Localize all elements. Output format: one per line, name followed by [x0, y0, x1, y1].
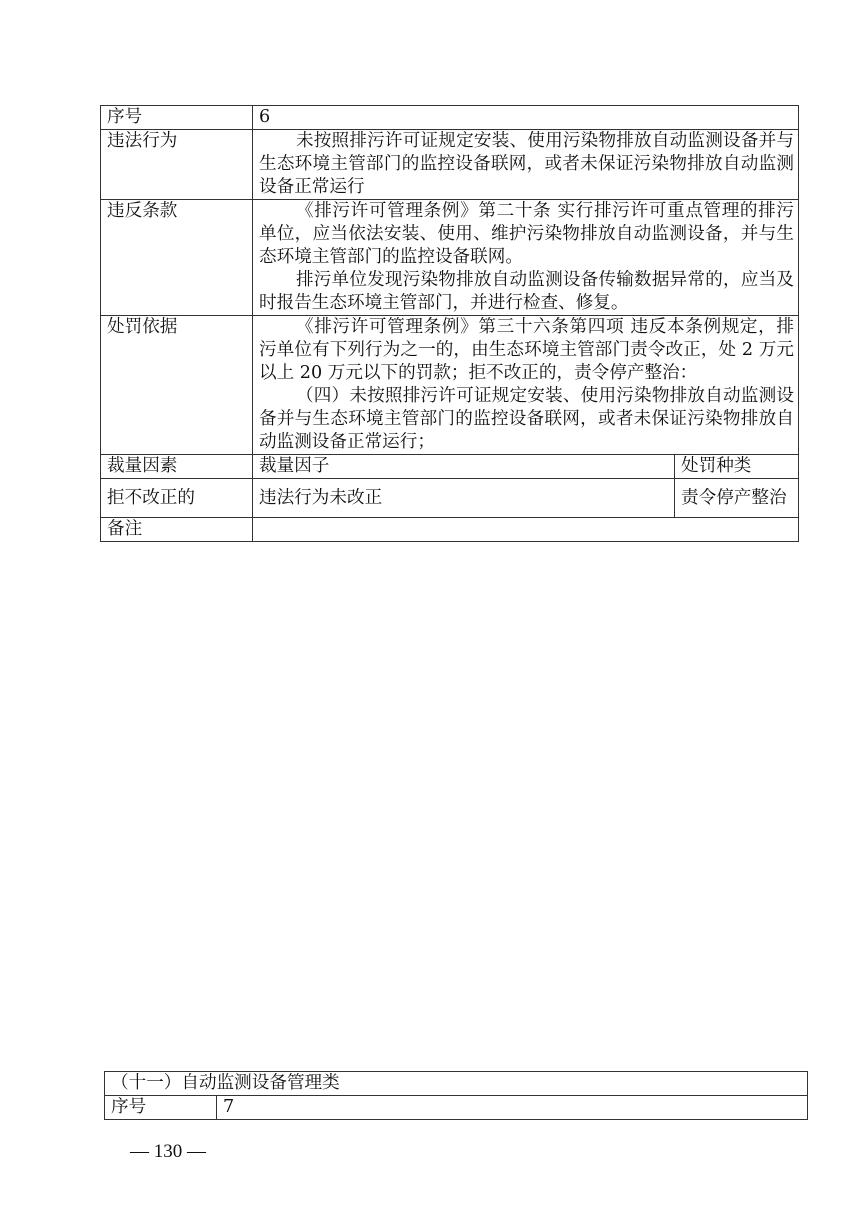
table-row: [105, 1096, 808, 1120]
serial-value: 7: [217, 1096, 808, 1120]
factor-sub-header: 裁量因子: [253, 455, 675, 479]
clause-text: 排污单位发现污染物排放自动监测设备传输数据异常的，应当及时报告生态环境主管部门，并进行检查、修复。: [259, 270, 795, 313]
factor: 拒不改正的: [101, 479, 253, 518]
remark-label: 备注: [101, 518, 253, 542]
clause-text: 《排污许可管理条例》第二十条 实行排污许可重点管理的排污单位，应当依法安装、使用、维护污染物排放自动监测设备，并与生态环境主管部门的监控设备联网。: [259, 201, 795, 267]
type-header: 处罚种类: [675, 455, 799, 479]
basis-text: 《排污许可管理条例》第三十六条第四项 违反本条例规定，排污单位有下列行为之一的，由生态环境主管部门责令改正，处 2 万元以上 20 万元以下的罚款；拒不改正的，责令停产整治：: [259, 317, 795, 383]
table-row: [101, 200, 799, 316]
section-title: （十一）自动监测设备管理类: [105, 1072, 808, 1096]
next-table: [104, 1071, 808, 1120]
basis-label: 处罚依据: [101, 316, 253, 455]
remark-value: [253, 518, 799, 542]
table-row: [101, 479, 799, 518]
table-row: [105, 1072, 808, 1096]
behavior-text: 未按照排污许可证规定安装、使用污染物排放自动监测设备并与生态环境主管部门的监控设备联网，或者未保证污染物排放自动监测设备正常运行: [259, 131, 795, 197]
page-number: — 130 —: [130, 1141, 206, 1162]
clause-label: 违反条款: [101, 200, 253, 316]
serial-label: 序号: [101, 106, 253, 130]
basis-text: （四）未按照排污许可证规定安装、使用污染物排放自动监测设备并与生态环境主管部门的监控设备联网，或者未保证污染物排放自动监测设备正常运行；: [259, 386, 795, 452]
table-row: [101, 106, 799, 130]
serial-value: 6: [253, 106, 799, 130]
factor-header: 裁量因素: [101, 455, 253, 479]
penalty-type: 责令停产整治: [675, 479, 799, 518]
table-row: [101, 316, 799, 455]
table-row: [101, 518, 799, 542]
behavior-label: 违法行为: [101, 130, 253, 200]
penalty-table: [100, 105, 799, 542]
table-row: [101, 455, 799, 479]
serial-label: 序号: [105, 1096, 217, 1120]
factor-sub: 违法行为未改正: [253, 479, 675, 518]
table-row: [101, 130, 799, 200]
